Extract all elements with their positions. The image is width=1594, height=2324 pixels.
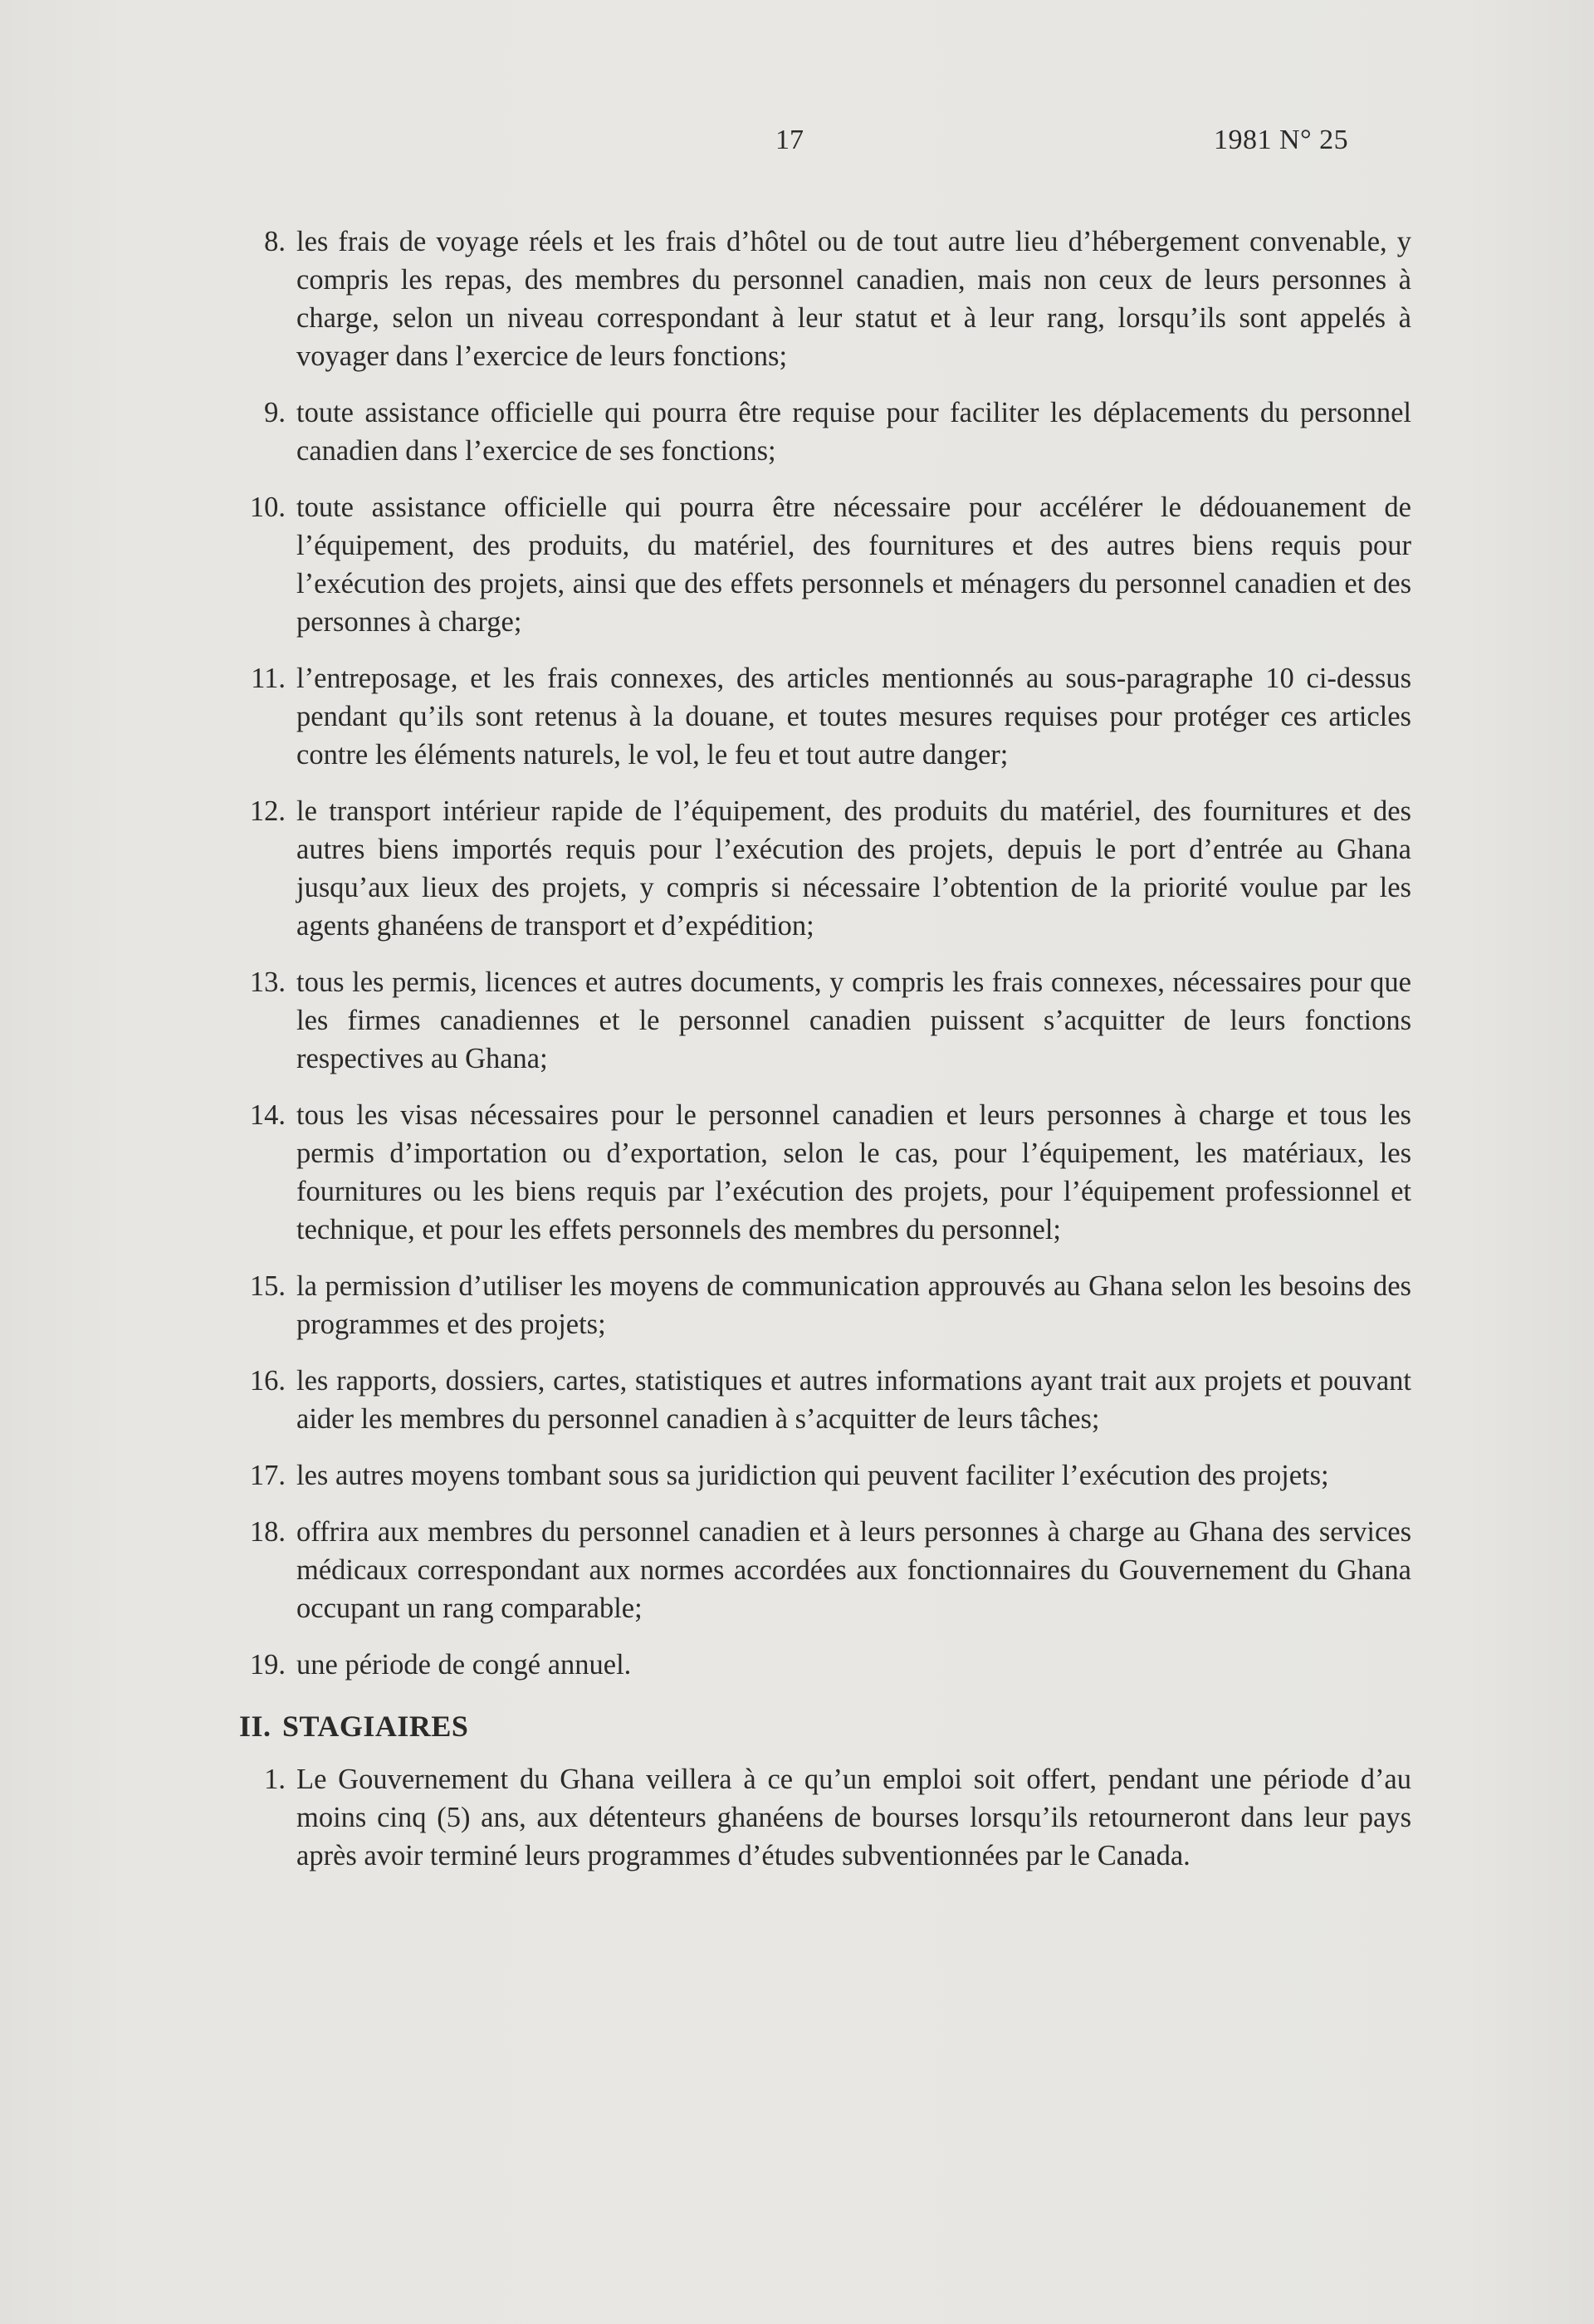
list-item [232,488,1411,641]
list-item [232,223,1411,375]
item-number: 13. [249,966,286,998]
list-item [232,1513,1411,1627]
item-number: 19. [249,1649,286,1681]
item-number: 16. [249,1365,286,1397]
list-item [232,659,1411,774]
item-text: l’entreposage, et les frais connexes, des articles mentionnés au sous-paragraphe 10 ci-dessus pendant qu’ils sont retenus à la douane, et toutes mesures requises pour protéger ces articles contre les éléments naturels, le vol, le feu et tout autre danger; [296,663,1411,771]
item-text: le transport intérieur rapide de l’équipement, des produits du matériel, des fournitures et des autres biens importés requis pour l’exécution des projets, depuis le port d’entrée au Ghana jusqu’aux lieux des projets, y compris si nécessaire l’obtention de la priorité voulue par les agents ghanéens de transport et d’expédition; [296,795,1411,942]
item-number: 12. [249,795,286,827]
document-body [232,223,1411,1893]
section-heading [232,1707,1411,1745]
list-item [232,1096,1411,1249]
item-number: 10. [249,492,286,523]
item-number: 1. [264,1764,286,1795]
page-number: 17 [775,125,804,155]
item-text: une période de congé annuel. [296,1649,632,1681]
item-text: tous les visas nécessaires pour le personnel canadien et leurs personnes à charge et tous les permis d’importation ou d’exportation, selon le cas, pour l’équipement, les matériaux, les fournitures ou les biens requis par l’exécution des projets, pour l’équipement professionnel et technique, et pour les effets personnels des membres du personnel; [296,1099,1411,1245]
list-item [232,1760,1411,1875]
item-number: 9. [264,397,286,428]
page-header [0,125,1594,174]
section-title: STAGIAIRES [282,1710,469,1743]
item-number: 11. [251,663,286,694]
list-item [232,1456,1411,1495]
item-text: tous les permis, licences et autres documents, y compris les frais connexes, nécessaires pour que les firmes canadiennes et le personnel canadien puissent s’acquitter de leurs fonctions respectives au Ghana; [296,966,1411,1074]
item-text: Le Gouvernement du Ghana veillera à ce qu’un emploi soit offert, pendant une période d’au moins cinq (5) ans, aux détenteurs ghanéens de bourses lorsqu’ils retourneront dans leur pays après avoir terminé leurs programmes d’études subventionnées par le Canada. [296,1764,1411,1871]
list-item [232,1362,1411,1438]
item-text: les frais de voyage réels et les frais d’hôtel ou de tout autre lieu d’hébergement convenable, y compris les repas, des membres du personnel canadien, mais non ceux de leurs personnes à charge, selon un niveau correspondant à leur statut et à leur rang, lorsqu’ils sont appelés à voyager dans l’exercice de leurs fonctions; [296,226,1411,372]
list-item [232,1646,1411,1684]
item-number: 8. [264,226,286,257]
item-text: la permission d’utiliser les moyens de communication approuvés au Ghana selon les besoins des programmes et des projets; [296,1270,1411,1340]
list-item [232,1267,1411,1343]
list-item [232,792,1411,945]
item-text: les autres moyens tombant sous sa juridiction qui peuvent faciliter l’exécution des projets; [296,1460,1329,1491]
item-number: 14. [249,1099,286,1131]
list-item [232,963,1411,1078]
list-item [232,394,1411,470]
item-text: toute assistance officielle qui pourra être requise pour faciliter les déplacements du personnel canadien dans l’exercice de ses fonctions; [296,397,1411,467]
document-reference: 1981 N° 25 [1214,125,1349,155]
item-number: 15. [249,1270,286,1302]
item-number: 17. [249,1460,286,1491]
section-number: II. [239,1710,271,1743]
item-number: 18. [249,1516,286,1548]
item-text: toute assistance officielle qui pourra être nécessaire pour accélérer le dédouanement de l’équipement, des produits, du matériel, des fournitures et des autres biens requis pour l’exécution des projets, ainsi que des effets personnels et ménagers du personnel canadien et des personnes à charge; [296,492,1411,638]
item-text: offrira aux membres du personnel canadien et à leurs personnes à charge au Ghana des services médicaux correspondant aux normes accordées aux fonctionnaires du Gouvernement du Ghana occupant un rang comparable; [296,1516,1411,1624]
item-text: les rapports, dossiers, cartes, statistiques et autres informations ayant trait aux projets et pouvant aider les membres du personnel canadien à s’acquitter de leurs tâches; [296,1365,1411,1435]
